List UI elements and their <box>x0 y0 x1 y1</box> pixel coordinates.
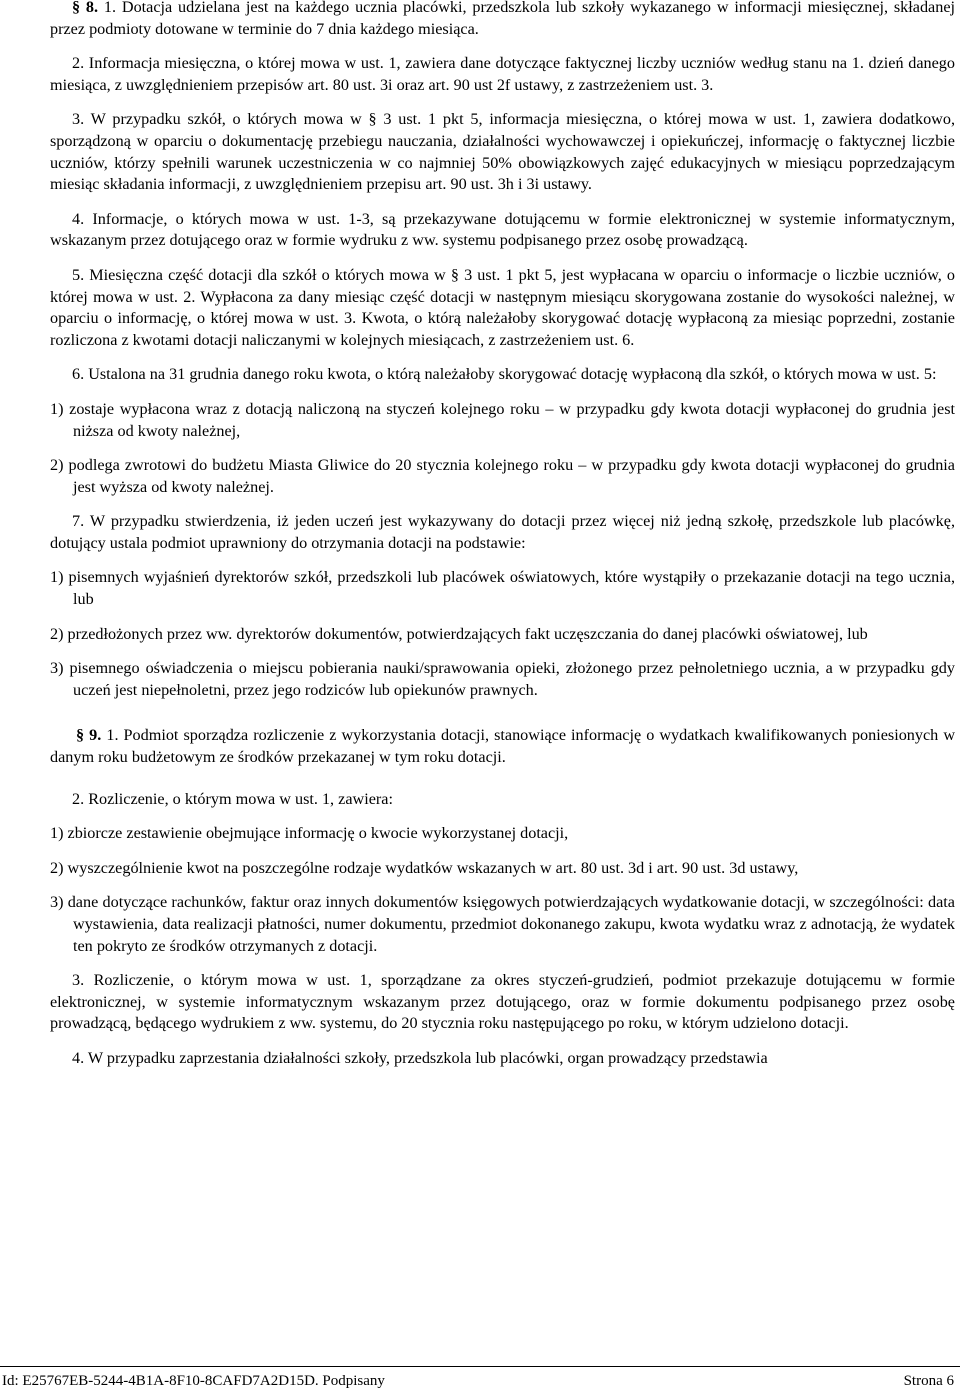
par9-ust1-text: 1. Podmiot sporządza rozliczenie z wykorzystania dotacji, stanowiące informację o wydatkach kwalifikowanych poniesionych w danym roku budżetowym ze środków przekazanej w tym roku dotacji. <box>50 726 956 767</box>
page-body <box>50 0 955 1070</box>
par8-ust1 <box>50 0 955 40</box>
par8-ust6-pkt1: 1) zostaje wypłacona wraz z dotacją naliczoną na styczeń kolejnego roku – w przypadku gdy kwota dotacji wypłaconej do grudnia jest niższa od kwoty należnej, <box>50 399 955 440</box>
page-number: Strona 6 <box>903 1373 954 1389</box>
par9-ust2-pkt3: 3) dane dotyczące rachunków, faktur oraz innych dokumentów księgowych potwierdzających wydatkowanie dotacji, w szczególności: data wystawienia, data realizacji płatności, numer dokumentu, przedmiot dokonanego zakupu, kwota wydatku wraz z adnotacją, że wydatek ten pokryto ze środków otrzymanych z dotacji. <box>50 893 955 955</box>
par8-ust7-pkt1: 1) pisemnych wyjaśnień dyrektorów szkół, przedszkoli lub placówek oświatowych, które wystąpiły o przekazanie dotacji na tego ucznia, lub <box>50 568 955 609</box>
par8-ust1-text: 1. Dotacja udzielana jest na każdego ucznia placówki, przedszkola lub szkoły wykazanego w informacji miesięcznej, składanej przez podmioty dotowane w terminie do 7 dnia każdego miesiąca. <box>50 0 956 38</box>
par9-ust2: 2. Rozliczenie, o którym mowa w ust. 1, zawiera: <box>72 789 393 808</box>
par8-ust7-pkt2: 2) przedłożonych przez ww. dyrektorów dokumentów, potwierdzających fakt uczęszczania do danej placówki oświatowej, lub <box>50 624 868 643</box>
document-id: Id: E25767EB-5244-4B1A-8F10-8CAFD7A2D15D. Podpisany <box>2 1373 385 1389</box>
par8-ust2: 2. Informacja miesięczna, o której mowa w ust. 1, zawiera dane dotyczące faktycznej liczby uczniów według stanu na 1. dzień danego miesiąca, z uwzględnieniem przepisów art. 80 ust. 3i oraz art. 90 ust 2f ustawy, z zastrzeżeniem ust. 3. <box>50 54 955 94</box>
par9-ust1 <box>50 725 955 768</box>
par8-ust6: 6. Ustalona na 31 grudnia danego roku kwota, o którą należałoby skorygować dotację wypłaconą dla szkół, o których mowa w ust. 5: <box>72 365 937 384</box>
par8-ust6-pkt2: 2) podlega zwrotowi do budżetu Miasta Gliwice do 20 stycznia kolejnego roku – w przypadku gdy kwota dotacji wypłaconej do grudnia jest wyższa od kwoty należnej. <box>50 456 955 496</box>
par8-ust4: 4. Informacje, o których mowa w ust. 1-3, są przekazywane dotującemu w formie elektronicznej w systemie informatycznym, wskazanym przez dotującego oraz w formie wydruku z ww. systemu podpisanego przez osobę prowadzącą. <box>50 209 955 250</box>
par8-ust7: 7. W przypadku stwierdzenia, iż jeden uczeń jest wykazywany do dotacji przez więcej niż jedną szkołę, przedszkole lub placówkę, dotujący ustala podmiot uprawniony do otrzymania dotacji na podstawie: <box>50 512 955 552</box>
par8-ust5: 5. Miesięczna część dotacji dla szkół o których mowa w § 3 ust. 1 pkt 5, jest wypłacana w oparciu o informacje o liczbie uczniów, o której mowa w ust. 2. Wypłacona za dany miesiąc część dotacji w następnym miesiącu skorygowana zostanie do wysokości należnej, w oparciu o informację, o której mowa w ust. 3. Kwota, o którą należałoby skorygować dotację wypłaconą za miesiąc poprzedni, zostanie rozliczona z kwotami dotacji naliczanymi w kolejnych miesiącach, z zastrzeżeniem ust. 6. <box>50 265 955 349</box>
par8-ust3: 3. W przypadku szkół, o których mowa w § 3 ust. 1 pkt 5, informacja miesięczna, o której mowa w ust. 1, zawiera dodatkowo, sporządzoną w oparciu o dokumentację przebiegu nauczania, działalności wychowawczej i opiekuńczej, informację o faktycznej liczbie uczniów, którzy spełnili warunek uczestniczenia w co najmniej 50% obowiązkowych zajęć edukacyjnych w miesiącu poprzedzającym miesiąc składania informacji, z uwzględnieniem przepisu art. 90 ust. 3h i 3i ustawy. <box>50 110 955 194</box>
par9-ust2-pkt1: 1) zbiorcze zestawienie obejmujące informację o kwocie wykorzystanej dotacji, <box>50 824 569 843</box>
page-footer <box>0 1366 960 1392</box>
par9-ust4: 4. W przypadku zaprzestania działalności szkoły, przedszkola lub placówki, organ prowadzący przedstawia <box>72 1048 768 1067</box>
par8-ust7-pkt3: 3) pisemnego oświadczenia o miejscu pobierania nauki/sprawowania opieki, złożonego przez pełnoletniego ucznia, a w przypadku gdy uczeń jest niepełnoletni, przez jego rodziców lub opiekunów prawnych. <box>50 659 955 699</box>
par9-ust2-pkt2: 2) wyszczególnienie kwot na poszczególne rodzaje wydatków wskazanych w art. 80 ust. 3d i art. 90 ust. 3d ustawy, <box>50 858 799 877</box>
section-number-8: § 8. <box>72 0 99 16</box>
par9-ust3: 3. Rozliczenie, o którym mowa w ust. 1, sporządzane za okres styczeń-grudzień, podmiot przekazuje dotującemu w formie elektronicznej, w systemie informatycznym wskazanym przez dotującego, oraz w formie dokumentu podpisanego przez osobę prowadzącą, będącego wydrukiem z ww. systemu, do 20 stycznia roku następującego po roku, w którym udzielono dotacji. <box>50 971 955 1033</box>
section-number-9: § 9. <box>76 726 102 745</box>
